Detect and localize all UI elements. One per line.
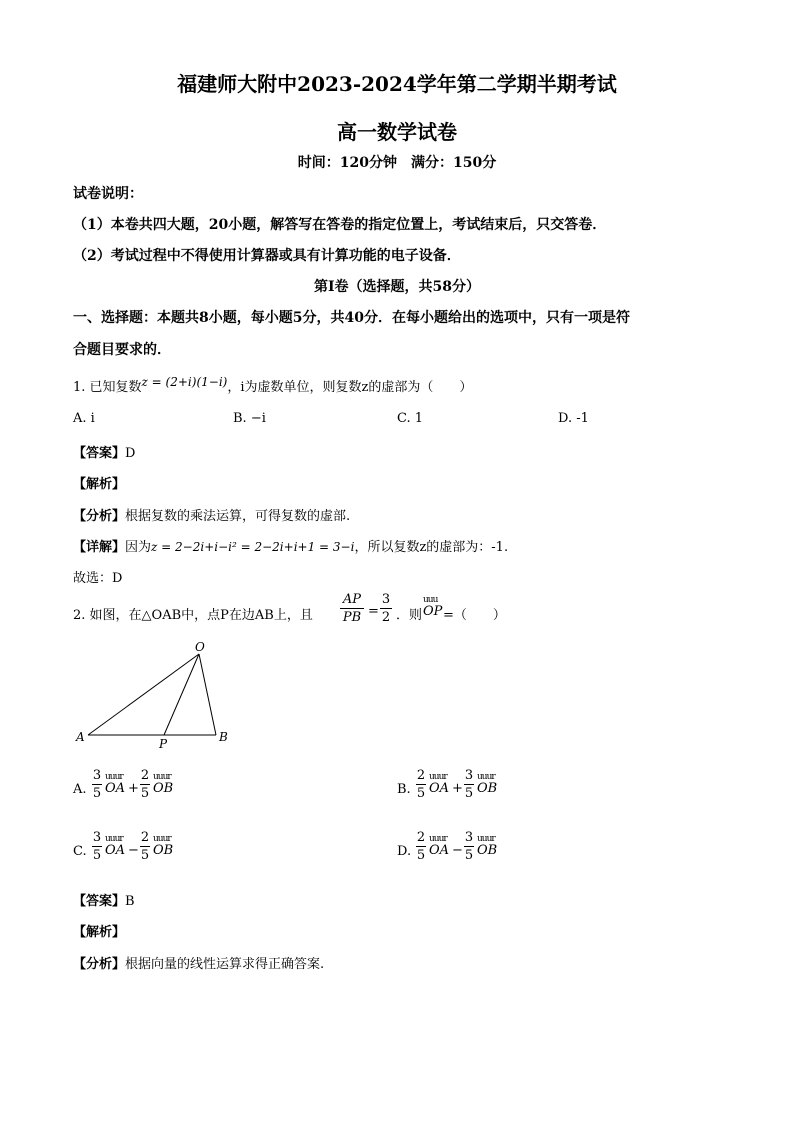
vector-arrow-icon: uuur — [429, 772, 447, 782]
q1-xiangjie-pre: 因为 — [125, 540, 152, 555]
vector-arrow-icon: uuur — [153, 834, 171, 844]
coef-2-num: 2 — [140, 830, 150, 845]
vector-1-label: OA — [105, 843, 126, 858]
q2-analysis-tag: 【解析】 — [73, 925, 126, 940]
q2-vector-op — [423, 595, 443, 619]
q1-answer-value: D — [125, 446, 136, 461]
instruction-item-2: （2）考试过程中不得使用计算器或具有计算功能的电子设备． — [73, 248, 461, 264]
vector-1-label: OA — [105, 781, 126, 796]
fraction-bar — [464, 846, 474, 847]
fraction-bar — [140, 846, 150, 847]
q1-suffix: ，i为虚数单位，则复数z的虚部为（ ） — [227, 380, 473, 395]
coef-1-den: 5 — [416, 786, 426, 801]
vector-2 — [153, 834, 174, 858]
q2-option-b-label: B. — [397, 782, 411, 797]
q2-fenxi-text: 根据向量的线性运算求得正确答案. — [125, 957, 325, 972]
coef-2 — [140, 830, 150, 863]
label-a: A — [76, 730, 85, 744]
q2-answer — [73, 890, 135, 909]
fraction-bar — [340, 608, 364, 609]
vector-1 — [429, 772, 450, 796]
coef-1 — [92, 768, 102, 801]
coef-2-den: 5 — [140, 786, 150, 801]
coef-2-num: 3 — [464, 830, 474, 845]
vector-arrow-icon: uuur — [153, 772, 171, 782]
q1-formula: z = (2+i)(1−i) — [141, 375, 228, 389]
vector-1-label: OA — [429, 843, 450, 858]
q2-equals: = — [368, 604, 379, 619]
q1-prefix: 1. 已知复数 — [73, 380, 142, 395]
label-o: O — [195, 640, 205, 654]
vector-2 — [477, 772, 498, 796]
q2-fenxi — [73, 953, 324, 972]
q2-frac-ap: AP — [342, 592, 362, 607]
vector-arrow-icon: uuu — [423, 595, 438, 605]
vector-1 — [429, 834, 450, 858]
vector-2-label: OB — [153, 843, 174, 858]
vector-2-label: OB — [477, 781, 498, 796]
label-p: P — [159, 737, 168, 751]
q2-option-a — [92, 768, 212, 808]
q1-conclusion: 故选：D — [73, 571, 123, 586]
fraction-bar — [416, 846, 426, 847]
coef-1-den: 5 — [416, 848, 426, 863]
q2-prefix: 2. 如图，在△OAB中，点P在边AB上，且 — [73, 608, 313, 623]
q2-answer-tag: 【答案】 — [73, 894, 126, 909]
coef-1 — [416, 830, 426, 863]
q2-tail: =（ ） — [443, 608, 506, 623]
q2-option-b — [416, 768, 536, 808]
coef-2-den: 5 — [464, 786, 474, 801]
segment-op — [164, 654, 199, 735]
coef-1 — [416, 768, 426, 801]
fraction-bar — [92, 784, 102, 785]
q2-option-a-label: A. — [73, 782, 87, 797]
vector-arrow-icon: uuur — [105, 772, 123, 782]
fraction-bar — [92, 846, 102, 847]
coef-1-num: 2 — [416, 830, 426, 845]
side-oa — [88, 654, 199, 735]
coef-1 — [92, 830, 102, 863]
q2-frac-3: 3 — [381, 592, 391, 607]
vector-arrow-icon: uuur — [429, 834, 447, 844]
vector-1-label: OA — [429, 781, 450, 796]
q2-triangle-figure — [70, 638, 240, 753]
coef-1-num: 3 — [92, 830, 102, 845]
section1-line1: 一、选择题：本题共8小题，每小题5分，共40分．在每小题给出的选项中，只有一项是符 — [73, 310, 630, 326]
q2-option-c — [92, 830, 212, 870]
side-ob — [199, 654, 216, 735]
vector-2-label: OB — [153, 781, 174, 796]
instruction-item-1: （1）本卷共四大题，20小题，解答写在答卷的指定位置上，考试结束后，只交答卷． — [73, 217, 607, 233]
q2-option-d — [416, 830, 536, 870]
fraction-bar — [416, 784, 426, 785]
coef-2 — [464, 830, 474, 863]
coef-2 — [464, 768, 474, 801]
q1-xiangjie-formula: z = 2−2i+i−i² = 2−2i+i+1 = 3−i — [151, 540, 355, 554]
q1-fenxi — [73, 505, 350, 524]
coef-2-den: 5 — [140, 848, 150, 863]
q2-fenxi-tag: 【分析】 — [73, 957, 126, 972]
time-info: 时间：120分钟 满分：150分 — [297, 155, 497, 171]
coef-1-den: 5 — [92, 848, 102, 863]
q1-fenxi-tag: 【分析】 — [73, 509, 126, 524]
section1-line2: 合题目要求的． — [73, 342, 171, 358]
operator: − — [128, 843, 139, 858]
vector-1 — [105, 772, 126, 796]
coef-1-den: 5 — [92, 786, 102, 801]
q1-fenxi-text: 根据复数的乘法运算，可得复数的虚部. — [125, 509, 351, 524]
q1-xiangjie-post: ，所以复数z的虚部为：-1. — [354, 540, 509, 555]
q2-option-c-label: C. — [73, 844, 87, 859]
q1-xiangjie — [73, 536, 508, 555]
fraction-bar — [380, 608, 392, 609]
q2-fraction-3-2 — [380, 592, 392, 625]
coef-2-den: 5 — [464, 848, 474, 863]
vector-1 — [105, 834, 126, 858]
coef-2-num: 3 — [464, 768, 474, 783]
q2-frac-pb: PB — [342, 610, 362, 625]
coef-1-num: 3 — [92, 768, 102, 783]
operator: − — [452, 843, 463, 858]
operator: + — [128, 781, 139, 796]
q1-answer-tag: 【答案】 — [73, 446, 126, 461]
q2-fraction-ap-pb — [340, 592, 364, 625]
exam-title: 福建师大附中2023-2024学年第二学期半期考试 — [177, 72, 617, 96]
vector-2 — [153, 772, 174, 796]
q2-option-d-label: D. — [397, 844, 412, 859]
operator: + — [452, 781, 463, 796]
fraction-bar — [140, 784, 150, 785]
q1-option-c: C. 1 — [397, 411, 424, 426]
q2-answer-value: B — [125, 894, 135, 909]
q2-then: ．则 — [396, 608, 423, 623]
vector-2 — [477, 834, 498, 858]
q1-stem — [73, 376, 472, 395]
vector-arrow-icon: uuur — [477, 834, 495, 844]
coef-2 — [140, 768, 150, 801]
coef-2-num: 2 — [140, 768, 150, 783]
q1-option-b: B. −i — [233, 411, 266, 426]
label-b: B — [219, 730, 228, 744]
q1-xiangjie-tag: 【详解】 — [73, 540, 126, 555]
fraction-bar — [464, 784, 474, 785]
q1-option-a: A. i — [73, 411, 95, 426]
q1-answer — [73, 442, 135, 461]
q2-op-label: OP — [423, 604, 443, 619]
part1-title: 第Ⅰ卷（选择题，共58分） — [313, 279, 481, 295]
q1-analysis-tag: 【解析】 — [73, 477, 126, 492]
coef-1-num: 2 — [416, 768, 426, 783]
vector-arrow-icon: uuur — [477, 772, 495, 782]
instructions-heading: 试卷说明： — [73, 186, 143, 202]
exam-subtitle: 高一数学试卷 — [337, 120, 457, 144]
vector-2-label: OB — [477, 843, 498, 858]
vector-arrow-icon: uuur — [105, 834, 123, 844]
q2-frac-2: 2 — [381, 610, 391, 625]
q1-option-d: D. -1 — [558, 411, 589, 426]
